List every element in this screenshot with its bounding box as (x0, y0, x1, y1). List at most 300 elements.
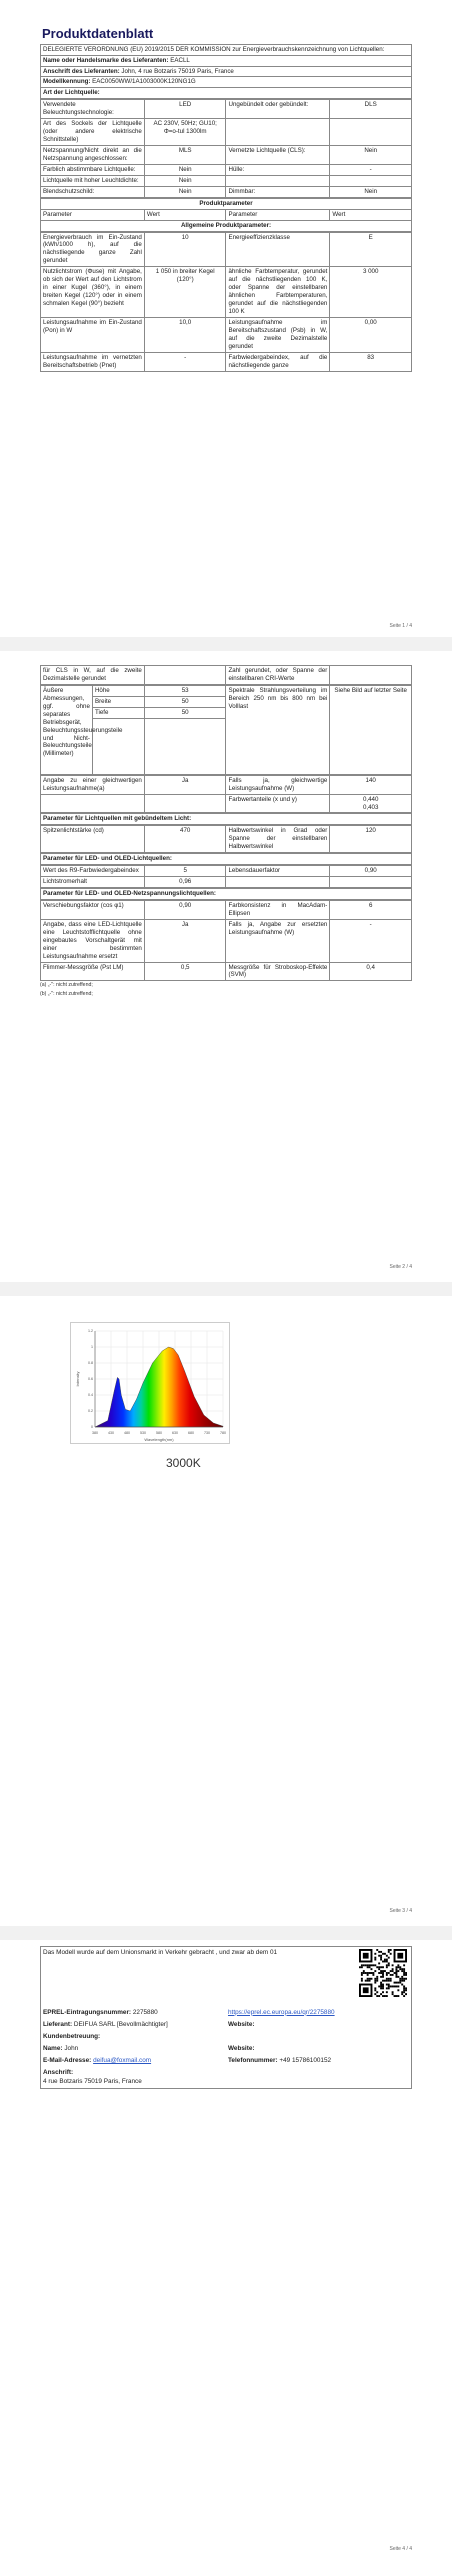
qr-module (403, 1968, 405, 1970)
qr-module (394, 1995, 396, 1997)
spectrum-svg (71, 1323, 231, 1445)
qr-module (384, 1970, 386, 1972)
col-head-value-1: Wert (144, 209, 226, 220)
page-separator (0, 1282, 452, 1296)
param-label (226, 877, 330, 888)
y-axis-label: Intensity (75, 1371, 80, 1387)
qr-module (380, 1955, 382, 1957)
param-value: 120 (330, 826, 412, 853)
qr-module (372, 1972, 374, 1974)
y-tick-label: 1.2 (88, 1329, 93, 1334)
param-label: für CLS in W, auf die zweite Dezimalstelle gerundet (41, 666, 145, 685)
param-value: 0,90 (144, 900, 226, 919)
table-row (41, 794, 412, 813)
param-value: 0,96 (144, 877, 226, 888)
col-head-param-1: Parameter (41, 209, 145, 220)
qr-module (399, 1978, 401, 1980)
table-row (41, 164, 412, 175)
customer-label: Kundenbetreuung: (43, 2032, 101, 2040)
param-value: DLS (330, 100, 412, 119)
mains-table (40, 900, 412, 981)
qr-module (386, 1964, 388, 1966)
qr-module (380, 1972, 382, 1974)
param-label: Wert des R9-Farbwiedergabeindex (41, 866, 145, 877)
param-label: Farbwiedergabeindex, auf die nächstliegende ganze (226, 352, 330, 371)
param-label: Nutzlichtstrom (Φuse) mit Angabe, ob sich der Wert auf den Lichtstrom in einer Kugel (360°), in einem breiten Kegel (120°) oder in einem schmalen Kegel (90°) bezieht (41, 267, 145, 318)
qr-module (395, 1972, 397, 1974)
address-cell (41, 2067, 412, 2088)
x-axis-label: Wavelength(nm) (144, 1437, 174, 1442)
qr-module (380, 1957, 382, 1959)
qr-module (403, 1987, 405, 1989)
param-label: Farbkonsistenz in MacAdam-Ellipsen (226, 900, 330, 919)
qr-module (403, 1970, 405, 1972)
qr-module (401, 1976, 403, 1978)
qr-module (369, 1964, 371, 1966)
qr-module (371, 1968, 373, 1970)
qr-module (363, 1972, 365, 1974)
param-label: Leistungsaufnahme im Bereitschaftszustand (Psb) in W, auf die zweite Dezimalstelle gerundet (226, 317, 330, 352)
eprel-cell (41, 2007, 227, 2019)
led-head: Parameter für LED- und OLED-Lichtquellen: (41, 854, 412, 865)
param-label: Dimmbar: (226, 186, 330, 197)
supplier-address-value: John, 4 rue Botzaris 75019 Paris, France (121, 67, 234, 75)
qr-module (363, 1987, 369, 1993)
qr-module (380, 1993, 382, 1995)
table-row (41, 267, 412, 318)
supplier2-cell (41, 2019, 227, 2031)
param-label: Blendschutzschild: (41, 186, 145, 197)
param-label: ähnliche Farbtemperatur, gerundet auf die nächstliegenden 100 K, oder Spanne der einstellbaren ähnlichen Farbtemperaturen, gerundet auf die nächstliegenden 100 K (226, 267, 330, 318)
param-label: Halbwertswinkel in Grad oder Spanne der einstellbaren Halbwertswinkel (226, 826, 330, 853)
page-separator (0, 1926, 452, 1940)
qr-module (397, 1982, 399, 1984)
qr-module (401, 1970, 403, 1972)
param-value: E (330, 232, 412, 267)
qr-module (382, 1970, 384, 1972)
qr-module (365, 1972, 367, 1974)
param-label: Zahl gerundet, oder Spanne der einstellbaren CRI-Werte (226, 666, 330, 685)
qr-module (382, 1985, 384, 1987)
supplier2-label: Lieferant: (43, 2020, 73, 2028)
p2-mid-table (40, 775, 412, 814)
qr-module (376, 1949, 378, 1951)
qr-module (374, 1993, 376, 1995)
page-3-footer: Seite 3 / 4 (389, 1908, 412, 1914)
param-label: Hülle: (226, 164, 330, 175)
qr-module (382, 1984, 384, 1986)
table-row (41, 146, 412, 165)
qr-module (376, 1980, 378, 1982)
dim-width-value: 50 (144, 696, 226, 707)
qr-module (395, 1985, 397, 1987)
qr-module (386, 1980, 388, 1982)
qr-module (392, 1993, 394, 1995)
qr-module (392, 1970, 394, 1972)
x-tick-label: 530 (140, 1431, 146, 1435)
param-label: Spitzenlichtstärke (cd) (41, 826, 145, 853)
table-row (41, 866, 412, 877)
qr-module (399, 1980, 401, 1982)
param-label: Lichtquelle mit hoher Leuchtdichte: (41, 175, 145, 186)
spectral-label: Spektrale Strahlungsverteilung im Bereich 250 nm bis 800 nm bei Volllast (226, 685, 330, 774)
qr-module (392, 1985, 394, 1987)
qr-module (397, 1964, 399, 1966)
footnote-b: (b) „-": nicht zutreffend; (40, 991, 93, 998)
qr-module (405, 1987, 407, 1989)
qr-module (403, 1995, 405, 1997)
registration-info (40, 1946, 412, 2089)
mains-head-table (40, 888, 412, 900)
phone-label: Telefonnummer: (228, 2057, 278, 2065)
qr-module (382, 1972, 384, 1974)
address-label: Anschrift: (43, 2069, 74, 2077)
param-value: 0,4 (330, 962, 412, 981)
qr-module (390, 1974, 392, 1976)
param-value: 3 000 (330, 267, 412, 318)
supplier-name-label: Name oder Handelsmarke des Lieferanten: (43, 56, 169, 64)
table-row (41, 232, 412, 267)
param-value: 0,90 (330, 866, 412, 877)
qr-module (374, 1987, 376, 1989)
qr-module (382, 1961, 384, 1963)
email-label: E-Mail-Adresse: (43, 2057, 92, 2065)
address-value: 4 rue Botzaris 75019 Paris, France (43, 2077, 142, 2085)
qr-module (361, 1974, 363, 1976)
qr-module (382, 1987, 384, 1989)
qr-module (376, 1995, 378, 1997)
qr-module (367, 1966, 369, 1968)
page-4 (0, 1940, 452, 2560)
qr-module (376, 1976, 378, 1978)
eprel-number: 2275880 (132, 2008, 158, 2016)
email-link[interactable]: deifua@foxmail.com (93, 2057, 152, 2065)
qr-module (401, 1984, 403, 1986)
x-tick-label: 780 (220, 1431, 226, 1435)
param-label: Farbwertanteile (x und y) (226, 794, 330, 813)
directional-table (40, 825, 412, 853)
col-head-param-2: Parameter (226, 209, 330, 220)
regulation-text: DELEGIERTE VERORDNUNG (EU) 2019/2015 DER KOMMISSION zur Energieverbrauchskennzeichnung von Lichtquellen: (41, 44, 412, 55)
qr-module (401, 1980, 403, 1982)
general-head: Allgemeine Produktparameter: (41, 220, 412, 231)
qr-module (394, 1985, 396, 1987)
param-value: 0,5 (144, 962, 226, 981)
dim-height-value: 53 (144, 685, 226, 696)
param-value: 5 (144, 866, 226, 877)
qr-module (374, 1978, 376, 1980)
param-label: Vernetzte Lichtquelle (CLS): (226, 146, 330, 165)
dimensions-table (40, 685, 412, 775)
header-table (40, 44, 412, 100)
qr-module (374, 1959, 376, 1961)
qr-module (378, 1955, 380, 1957)
qr-module (392, 1968, 394, 1970)
qr-module (384, 1961, 386, 1963)
col-head-value-2: Wert (330, 209, 412, 220)
name-cell (41, 2043, 227, 2055)
qr-module (371, 1964, 373, 1966)
qr-module (361, 1964, 363, 1966)
spectral-value: Siehe Bild auf letzter Seite (330, 685, 412, 774)
param-table (40, 198, 412, 232)
qr-module (382, 1991, 384, 1993)
param-value: Nein (144, 164, 226, 175)
qr-module (376, 1978, 378, 1980)
qr-module (372, 1964, 374, 1966)
page-1-footer: Seite 1 / 4 (389, 623, 412, 629)
dim-depth-value: 50 (144, 707, 226, 718)
eprel-link-cell (226, 2007, 412, 2019)
table-row (41, 119, 412, 146)
qr-module (369, 1978, 371, 1980)
qr-module (388, 1957, 390, 1959)
qr-module (395, 1982, 397, 1984)
qr-module (378, 1968, 380, 1970)
qr-module (399, 1968, 401, 1970)
param-value (330, 119, 412, 146)
qr-module (395, 1968, 397, 1970)
directional-head: Parameter für Lichtquellen mit gebündeltem Licht: (41, 814, 412, 825)
qr-module (397, 1970, 399, 1972)
param-value: Nein (330, 146, 412, 165)
qr-module (384, 1995, 386, 1997)
model-row (41, 77, 412, 88)
qr-module (397, 1985, 399, 1987)
qr-module (382, 1966, 384, 1968)
qr-module (378, 1966, 380, 1968)
param-value: Ja (144, 775, 226, 794)
qr-module (405, 1978, 407, 1980)
param-label: Energieeffizienzklasse (226, 232, 330, 267)
dim-depth-label: Tiefe (92, 707, 144, 718)
qr-module (388, 1984, 390, 1986)
website-label-2: Website: (228, 2045, 255, 2053)
qr-module (388, 1962, 390, 1964)
type-label: Art der Lichtquelle: (41, 88, 412, 99)
name-label: Name: (43, 2045, 63, 2053)
qr-module (361, 1980, 363, 1982)
qr-module (394, 1982, 396, 1984)
qr-module (388, 1980, 390, 1982)
param-value: 10,0 (144, 317, 226, 352)
qr-module (401, 1993, 403, 1995)
qr-module (395, 1970, 397, 1972)
qr-module (403, 1974, 405, 1976)
param-value: 140 (330, 775, 412, 794)
param-label: Farblich abstimmbare Lichtquelle: (41, 164, 145, 175)
qr-module (363, 1964, 365, 1966)
table-row (41, 962, 412, 981)
qr-module (378, 1951, 380, 1953)
qr-module (390, 1970, 392, 1972)
table-row (41, 877, 412, 888)
param-value (144, 794, 226, 813)
qr-module (399, 1982, 401, 1984)
page-1 (0, 0, 452, 637)
dim-width-label: Breite (92, 696, 144, 707)
market-text: Das Modell wurde auf dem Unionsmarkt in Verkehr gebracht , und zwar ab dem 01 (43, 1949, 278, 1956)
page-2-footer: Seite 2 / 4 (389, 1264, 412, 1270)
qr-module (394, 1972, 396, 1974)
qr-module (386, 1991, 388, 1993)
qr-module (390, 1985, 392, 1987)
email-cell (41, 2055, 227, 2067)
table-row (41, 352, 412, 371)
qr-module (397, 1953, 403, 1959)
qr-module (374, 1989, 376, 1991)
qr-module (403, 1978, 405, 1980)
directional-head-table (40, 813, 412, 825)
qr-module (405, 1974, 407, 1976)
param-label: Leistungsaufnahme im vernetzten Bereitschaftsbetrieb (Pnet) (41, 352, 145, 371)
param-value: 1 050 in breiter Kegel (120°) (144, 267, 226, 318)
param-label: Verwendete Beleuchtungstechnologie: (41, 100, 145, 119)
page-4-footer: Seite 4 / 4 (389, 2546, 412, 2552)
qr-module (367, 1974, 369, 1976)
qr-module (361, 1966, 363, 1968)
phone-cell (226, 2055, 412, 2067)
param-label: Lebensdauerfaktor (226, 866, 330, 877)
page-separator (0, 637, 452, 651)
qr-module (397, 1966, 399, 1968)
qr-module (384, 1959, 386, 1961)
qr-module (369, 1966, 371, 1968)
qr-module (374, 1953, 376, 1955)
led-head-table (40, 853, 412, 865)
param-value: - (330, 919, 412, 962)
market-text-cell (41, 1947, 412, 2007)
qr-module (403, 1989, 405, 1991)
supplier-address-row (41, 66, 412, 77)
param-value: 6 (330, 900, 412, 919)
qr-module (376, 1991, 378, 1993)
qr-module (363, 1953, 369, 1959)
qr-module (378, 1972, 380, 1974)
qr-module (392, 1974, 394, 1976)
qr-module (386, 1972, 388, 1974)
qr-module (395, 1995, 397, 1997)
qr-module (367, 1964, 369, 1966)
qr-module (374, 1980, 376, 1982)
qr-module (388, 1972, 390, 1974)
qr-module (359, 1966, 361, 1968)
model-label: Modellkennung: (43, 78, 91, 86)
qr-module (395, 1976, 397, 1978)
param-value: MLS (144, 146, 226, 165)
supplier-address-label: Anschrift des Lieferanten: (43, 67, 120, 75)
website-cell-2 (226, 2043, 412, 2055)
qr-module (390, 1978, 392, 1980)
param-label: Falls ja, Angabe zur ersetzten Leistungsaufnahme (W) (226, 919, 330, 962)
x-tick-label: 380 (92, 1431, 98, 1435)
type-table (40, 99, 412, 197)
param-value (330, 175, 412, 186)
qr-module (376, 1966, 378, 1968)
table-row (41, 666, 412, 685)
qr-module (380, 1951, 382, 1953)
table-row (41, 100, 412, 119)
qr-module (388, 1978, 390, 1980)
qr-module (380, 1987, 382, 1989)
param-label: Lichtstromerhalt (41, 877, 145, 888)
mains-head: Parameter für LED- und OLED-Netzspannungslichtquellen: (41, 889, 412, 900)
qr-module (374, 1964, 376, 1966)
qr-module (380, 1982, 382, 1984)
param-label: Leistungsaufnahme im Ein-Zustand (Pon) in W (41, 317, 145, 352)
dim-blank-cell (144, 718, 226, 774)
qr-module (397, 1989, 399, 1991)
qr-module (382, 1980, 384, 1982)
website-cell (226, 2019, 412, 2031)
table-row (41, 186, 412, 197)
spectrum-chart (70, 1322, 230, 1444)
param-value: AC 230V, 50Hz; GU10; Φ=o-tul 1300lm (144, 119, 226, 146)
qr-module (397, 1976, 399, 1978)
param-value: Nein (144, 175, 226, 186)
qr-module (390, 1980, 392, 1982)
qr-module (365, 1964, 367, 1966)
qr-module (386, 1995, 388, 1997)
p2-top-table (40, 665, 412, 685)
qr-module (371, 1978, 373, 1980)
param-value: 0,00 (330, 317, 412, 352)
eprel-link[interactable]: https://eprel.ec.europa.eu/qr/2275880 (228, 2008, 335, 2016)
website-label-1: Website: (228, 2020, 255, 2028)
param-value: 470 (144, 826, 226, 853)
footnote-a: (a) „-": nicht zutreffend; (40, 982, 93, 989)
table-row (41, 317, 412, 352)
page-3 (0, 1296, 452, 1926)
datasheet-page-2 (40, 665, 412, 999)
qr-module (386, 1959, 388, 1961)
x-tick-label: 480 (124, 1431, 130, 1435)
qr-module (388, 1985, 390, 1987)
qr-module (386, 1987, 388, 1989)
param-value (330, 666, 412, 685)
qr-module (386, 1961, 388, 1963)
qr-module (386, 1955, 388, 1957)
param-value (144, 666, 226, 685)
qr-module (403, 1980, 405, 1982)
qr-module (369, 1972, 371, 1974)
qr-module (380, 1966, 382, 1968)
page-2 (0, 651, 452, 1282)
qr-module (386, 1966, 388, 1968)
qr-module (388, 1949, 390, 1951)
qr-module (367, 1980, 369, 1982)
param-label: Netzspannung/Nicht direkt an die Netzspannung angeschlossen: (41, 146, 145, 165)
qr-module (363, 1970, 365, 1972)
qr-module (367, 1972, 369, 1974)
table-row (41, 775, 412, 794)
table-row (41, 175, 412, 186)
qr-module (388, 1951, 390, 1953)
qr-module (395, 1966, 397, 1968)
qr-module (378, 1985, 380, 1987)
param-value: 83 (330, 352, 412, 371)
spectrum-area (95, 1347, 223, 1427)
param-label: Flimmer-Messgröße (Pst LM) (41, 962, 145, 981)
x-tick-label: 680 (188, 1431, 194, 1435)
page-title: Produktdatenblatt (42, 26, 154, 41)
qr-module (361, 1978, 363, 1980)
qr-module (401, 1991, 403, 1993)
model-value: EAC0050WW/1A1003000K120NG1G (92, 78, 196, 86)
param-label: Art des Sockels der Lichtquelle (oder andere elektrische Schnittstelle) (41, 119, 145, 146)
param-value: Nein (144, 186, 226, 197)
qr-module (382, 1953, 384, 1955)
